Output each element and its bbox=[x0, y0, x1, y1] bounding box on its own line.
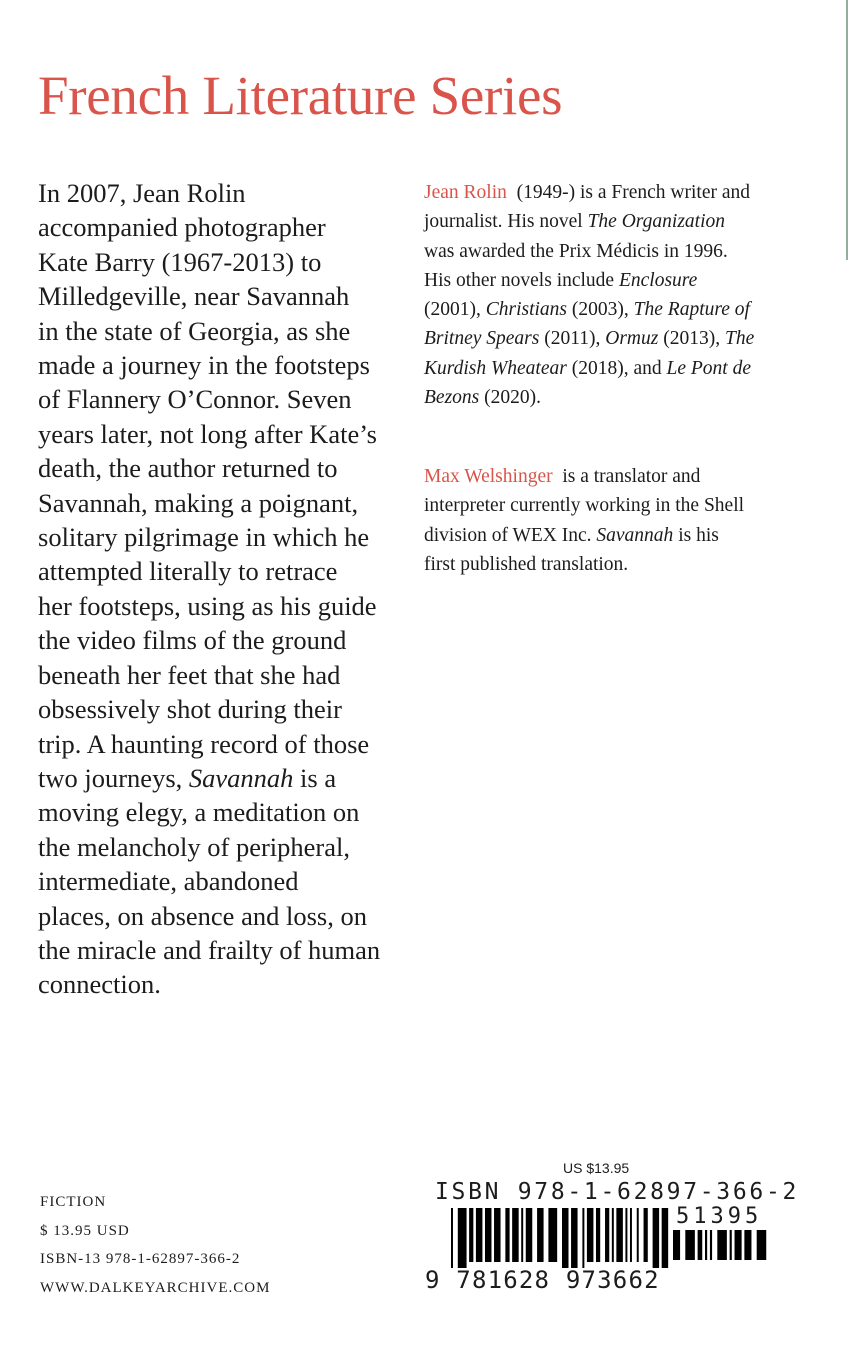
series-title: French Literature Series bbox=[38, 65, 563, 126]
barcode-bar bbox=[582, 1208, 584, 1268]
blurb_lines-text: obsessively shot during their bbox=[38, 694, 342, 725]
blurb_lines-line bbox=[38, 451, 408, 485]
barcode-bar bbox=[505, 1208, 509, 1262]
blurb_lines-text: is a bbox=[293, 762, 337, 793]
author_bio_lines-italic-title: Ormuz bbox=[605, 328, 659, 350]
translator_bio_lines-text: first published translation. bbox=[424, 553, 629, 575]
author_bio_lines-text: (2011), bbox=[539, 328, 606, 350]
blurb_lines-text: two journeys, bbox=[38, 762, 189, 793]
author_bio_lines-line bbox=[424, 295, 844, 324]
author_bio_lines-line bbox=[424, 237, 844, 266]
author_bio_lines-line bbox=[424, 207, 844, 236]
barcode-bar bbox=[458, 1208, 467, 1268]
blurb_lines-text: made a journey in the footsteps bbox=[38, 350, 370, 381]
blurb_lines-line bbox=[38, 176, 408, 210]
barcode-bar bbox=[596, 1208, 600, 1262]
barcode-addon-digits: 51395 bbox=[676, 1204, 763, 1229]
blurb_lines-line bbox=[38, 658, 408, 692]
barcode-bar bbox=[494, 1208, 501, 1262]
isbn-barcode bbox=[425, 1158, 800, 1294]
blurb_lines-text: of Flannery O’Connor. Seven bbox=[38, 384, 352, 415]
book-blurb bbox=[38, 176, 408, 1002]
blurb_lines-line bbox=[38, 589, 408, 623]
barcode-bar bbox=[644, 1208, 648, 1262]
blurb_lines-text: beneath her feet that she had bbox=[38, 659, 341, 690]
barcode-bar bbox=[616, 1208, 623, 1262]
barcode-bar bbox=[710, 1230, 712, 1260]
blurb_lines-line bbox=[38, 382, 408, 416]
translator_bio_lines-person-name: Max Welshinger bbox=[424, 466, 553, 487]
author_bio_lines-text: (2001), bbox=[424, 299, 486, 321]
barcode-bar bbox=[476, 1208, 483, 1262]
blurb_lines-text: the miracle and frailty of human bbox=[38, 934, 381, 965]
barcode-bar bbox=[562, 1208, 569, 1268]
blurb_lines-line bbox=[38, 727, 408, 761]
author_bio_lines-italic-title: The Rapture of bbox=[633, 299, 750, 321]
blurb_lines-line bbox=[38, 210, 408, 244]
blurb_lines-text: trip. A haunting record of those bbox=[38, 728, 370, 759]
blurb_lines-line bbox=[38, 830, 408, 864]
author-bio bbox=[424, 178, 844, 412]
barcode-bar bbox=[612, 1208, 614, 1262]
author_bio_lines-italic-title: The Organization bbox=[587, 211, 725, 233]
barcode-price: US $13.95 bbox=[563, 1160, 630, 1176]
ean-bars bbox=[451, 1208, 673, 1268]
author_bio_lines-italic-title: Britney Spears bbox=[424, 328, 540, 350]
blurb_lines-line bbox=[38, 623, 408, 657]
blurb_lines-line bbox=[38, 245, 408, 279]
barcode-bar bbox=[698, 1230, 703, 1260]
translator_bio_lines-line bbox=[424, 462, 844, 491]
author_bio_lines-italic-title: The bbox=[724, 328, 755, 350]
blurb_lines-line bbox=[38, 520, 408, 554]
blurb_lines-text: moving elegy, a meditation on bbox=[38, 797, 360, 828]
translator_bio_lines-text: division of WEX Inc. bbox=[424, 524, 597, 546]
blurb_lines-text: years later, not long after Kate’s bbox=[38, 418, 377, 449]
blurb_lines-text: connection. bbox=[38, 969, 161, 1000]
author_bio_lines-line bbox=[424, 178, 844, 207]
author_bio_lines-text: (1949-) is a French writer and bbox=[506, 182, 751, 203]
blurb_lines-text: death, the author returned to bbox=[38, 453, 338, 484]
author_bio_lines-italic-title: Le Pont de bbox=[666, 357, 751, 379]
price-label: $ 13.95 USD bbox=[40, 1222, 130, 1239]
blurb_lines-line bbox=[38, 692, 408, 726]
barcode-ean-digits: 9 781628 973662 bbox=[425, 1266, 660, 1294]
barcode-bar bbox=[521, 1208, 523, 1262]
blurb_lines-text: Milledgeville, near Savannah bbox=[38, 281, 350, 312]
blurb_lines-text: In 2007, Jean Rolin bbox=[38, 178, 246, 208]
barcode-bar bbox=[673, 1230, 680, 1260]
blurb_lines-text: places, on absence and loss, on bbox=[38, 900, 367, 931]
barcode-bar bbox=[662, 1208, 669, 1268]
barcode-bar bbox=[630, 1208, 632, 1262]
author_bio_lines-italic-title: Bezons bbox=[424, 387, 480, 409]
barcode-isbn: ISBN 978-1-62897-366-2 bbox=[435, 1179, 800, 1205]
blurb_lines-line bbox=[38, 795, 408, 829]
barcode-bar bbox=[469, 1208, 473, 1262]
publication-info bbox=[40, 1188, 270, 1302]
blurb_lines-line bbox=[38, 314, 408, 348]
author_bio_lines-text: His other novels include bbox=[424, 269, 619, 291]
author_bio_lines-line bbox=[424, 324, 844, 353]
barcode-bar bbox=[717, 1230, 727, 1260]
barcode-bar bbox=[744, 1230, 751, 1260]
author_bio_lines-line bbox=[424, 266, 844, 295]
blurb_lines-text: solitary pilgrimage in which he bbox=[38, 522, 370, 553]
barcode-bar bbox=[605, 1208, 609, 1262]
blurb_lines-italic-title: Savannah bbox=[188, 762, 294, 793]
blurb_lines-text: Kate Barry (1967-2013) to bbox=[38, 246, 322, 277]
translator_bio_lines-italic-title: Savannah bbox=[596, 524, 674, 546]
blurb_lines-text: in the state of Georgia, as she bbox=[38, 315, 351, 346]
author_bio_lines-text: (2013), bbox=[658, 328, 725, 350]
genre-label: FICTION bbox=[40, 1194, 107, 1210]
translator_bio_lines-text: is a translator and bbox=[552, 466, 701, 487]
barcode-bar bbox=[526, 1208, 533, 1262]
barcode-bar bbox=[637, 1208, 639, 1262]
blurb_lines-line bbox=[38, 933, 408, 967]
blurb_lines-line bbox=[38, 899, 408, 933]
barcode-bar bbox=[537, 1208, 544, 1262]
barcode-bar bbox=[571, 1208, 578, 1268]
translator_bio_lines-line bbox=[424, 491, 844, 520]
author_bio_lines-italic-title: Kurdish Wheatear bbox=[424, 357, 567, 379]
translator-bio bbox=[424, 462, 844, 579]
translator_bio_lines-text: interpreter currently working in the Shell bbox=[424, 495, 745, 517]
author_bio_lines-text: (2018), and bbox=[566, 357, 667, 379]
blurb_lines-text: Savannah, making a poignant, bbox=[38, 487, 359, 518]
translator_bio_lines-text: is his bbox=[673, 524, 719, 546]
barcode-bar bbox=[485, 1208, 492, 1262]
author_bio_lines-italic-title: Christians bbox=[485, 299, 568, 321]
barcode-bar bbox=[757, 1230, 767, 1260]
isbn-label: ISBN-13 978-1-62897-366-2 bbox=[40, 1251, 241, 1267]
barcode-bar bbox=[730, 1230, 732, 1260]
blurb_lines-line bbox=[38, 761, 408, 795]
blurb_lines-line bbox=[38, 967, 408, 1001]
barcode-bar bbox=[587, 1208, 594, 1262]
author_bio_lines-line bbox=[424, 354, 844, 383]
addon-bars bbox=[673, 1230, 769, 1266]
barcode-bar bbox=[653, 1208, 660, 1268]
author_bio_lines-text: was awarded the Prix Médicis in 1996. bbox=[424, 240, 728, 262]
barcode-bar bbox=[625, 1208, 627, 1262]
translator_bio_lines-line bbox=[424, 521, 844, 550]
barcode-bar bbox=[705, 1230, 707, 1260]
blurb_lines-text: accompanied photographer bbox=[38, 212, 326, 243]
author_bio_lines-italic-title: Enclosure bbox=[618, 269, 698, 291]
blurb_lines-line bbox=[38, 864, 408, 898]
barcode-bar bbox=[548, 1208, 557, 1262]
barcode-bar bbox=[735, 1230, 742, 1260]
barcode-bar bbox=[512, 1208, 519, 1262]
blurb_lines-line bbox=[38, 486, 408, 520]
blurb_lines-text: the video films of the ground bbox=[38, 625, 347, 656]
barcode-bar bbox=[451, 1208, 453, 1268]
blurb_lines-line bbox=[38, 348, 408, 382]
blurb_lines-line bbox=[38, 554, 408, 588]
translator_bio_lines-line bbox=[424, 550, 844, 579]
blurb_lines-text: intermediate, abandoned bbox=[38, 866, 299, 897]
author_bio_lines-line bbox=[424, 383, 844, 412]
edge-line bbox=[846, 0, 848, 260]
blurb_lines-text: attempted literally to retrace bbox=[38, 556, 338, 587]
blurb_lines-text: her footsteps, using as his guide bbox=[38, 590, 377, 621]
author_bio_lines-text: (2020). bbox=[479, 387, 541, 409]
blurb_lines-line bbox=[38, 417, 408, 451]
publisher-website: WWW.DALKEYARCHIVE.COM bbox=[40, 1279, 271, 1296]
barcode-bar bbox=[685, 1230, 695, 1260]
author_bio_lines-text: (2003), bbox=[567, 299, 634, 321]
author_bio_lines-person-name: Jean Rolin bbox=[424, 182, 507, 203]
blurb_lines-text: the melancholy of peripheral, bbox=[38, 831, 350, 862]
author_bio_lines-text: journalist. His novel bbox=[424, 211, 588, 233]
blurb_lines-line bbox=[38, 279, 408, 313]
